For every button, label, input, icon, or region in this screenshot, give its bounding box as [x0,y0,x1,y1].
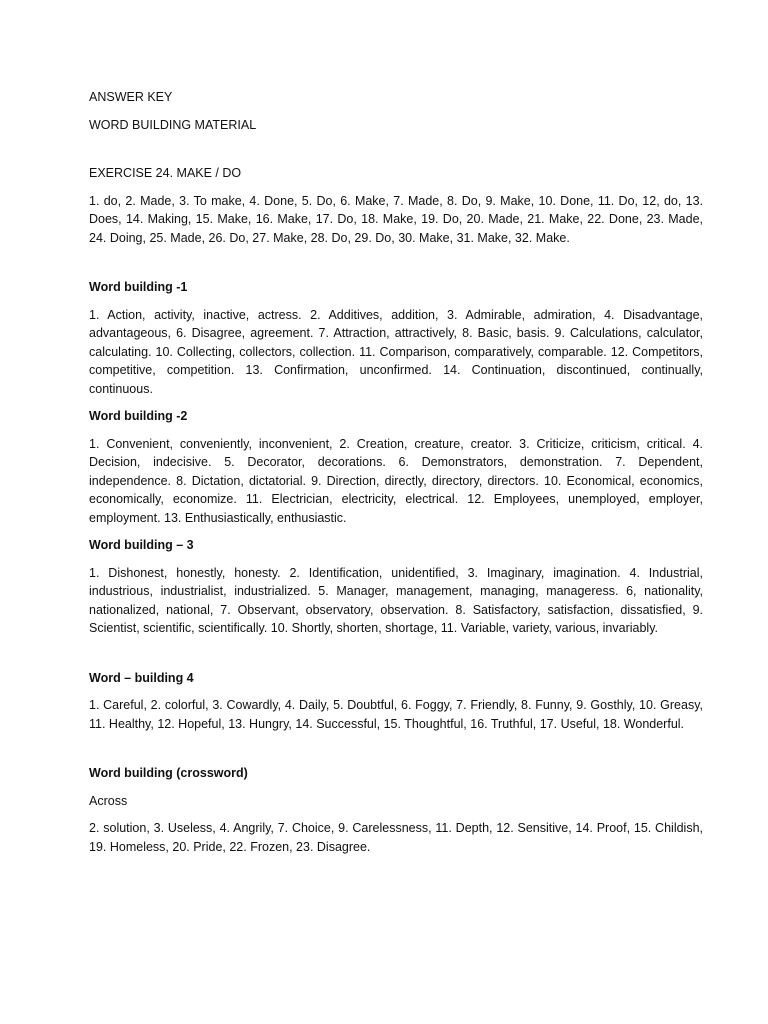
document-page [89,88,703,856]
word-building-2-answers: 1. Convenient, conveniently, inconvenient, 2. Creation, creature, creator. 3. Criticize, criticism, critical. 4. Decision, indecisive. 5. Decorator, decorations. 6. Demonstrators, demonstration. 7. Dependent, independence. 8. Dictation, dictatorial. 9. Direction, directly, directory, directors. 10. Economical, economics, economically, economize. 11. Electrician, electricity, electrical. 12. Employees, unemployed, employer, employment. 13. Enthusiastically, enthusiastic. [89,436,703,525]
word-building-1-answers: 1. Action, activity, inactive, actress. 2. Additives, addition, 3. Admirable, admiration, 4. Disadvantage, advantageous, 6. Disagree, agreement. 7. Attraction, attractively, 8. Basic, basis. 9. Calculations, calculator, calculating. 10. Collecting, collectors, collection. 11. Comparison, comparatively, comparable. 12. Competitors, competitive, competition. 13. Confirmation, unconfirmed. 14. Continuation, discontinued, continually, continuous. [89,307,703,396]
exercise-24-answers: 1. do, 2. Made, 3. To make, 4. Done, 5. Do, 6. Make, 7. Made, 8. Do, 9. Make, 10. Done, 11. Do, 12, do, 13. Does, 14. Making, 15. Make, 16. Make, 17. Do, 18. Make, 19. Do, 20. Made, 21. Make, 22. Done, 23. Made, 24. Doing, 25. Made, 26. Do, 27. Make, 28. Do, 29. Do, 30. Make, 31. Make, 32. Make. [89,193,703,245]
across-heading: Across [89,793,128,808]
across-answers: 2. solution, 3. Useless, 4. Angrily, 7. Choice, 9. Carelessness, 11. Depth, 12. Sensitive, 14. Proof, 15. Childish, 19. Homeless, 20. Pride, 22. Frozen, 23. Disagree. [89,821,703,854]
material-title: WORD BUILDING MATERIAL [89,117,257,132]
word-building-2-heading: Word building -2 [89,409,188,423]
word-building-4-answers: 1. Careful, 2. colorful, 3. Cowardly, 4. Daily, 5. Doubtful, 6. Foggy, 7. Friendly, 8. Funny, 9. Gosthly, 10. Greasy, 11. Healthy, 12. Hopeful, 13. Hungry, 14. Successful, 15. Thoughtful, 16. Truthful, 17. Useful, 18. Wonderful. [89,698,703,731]
word-building-3-answers: 1. Dishonest, honestly, honesty. 2. Identification, unidentified, 3. Imaginary, imagination. 4. Industrial, industrious, industrialist, industrialized. 5. Manager, management, managing, manageress. 6, nationality, nationalized, national, 7. Observant, observatory, observation. 8. Satisfactory, satisfaction, dissatisfied, 9. Scientist, scientific, scientifically. 10. Shortly, shorten, shortage, 11. Variable, variety, various, invariably. [89,565,703,635]
word-building-1-heading: Word building -1 [89,280,188,294]
word-building-3-heading: Word building – 3 [89,538,194,552]
answer-key-title: ANSWER KEY [89,90,173,104]
word-building-4-heading: Word – building 4 [89,670,194,685]
crossword-heading: Word building (crossword) [89,766,248,780]
exercise-24-heading: EXERCISE 24. MAKE / DO [89,166,242,180]
